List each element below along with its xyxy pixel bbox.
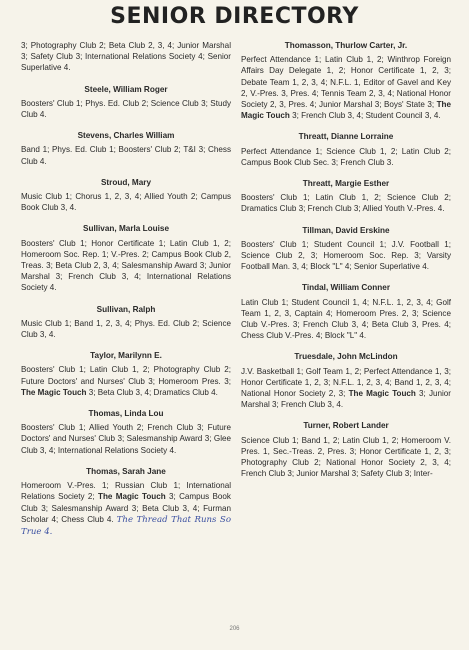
student-name: Thomas, Linda Lou	[88, 409, 164, 419]
left-column	[21, 40, 231, 548]
entry-text-part: Perfect Attendance 1; Latin Club 1, 2; Winthrop Foreign Affairs Day Delegate 1, 2; Honor Certificate 1, 2, 3; Debate Team 1, 2, 3, 4; N.F.L. 1, Editor of Gavel and Key 2, V.-Pres. 3, Pres. 4; Tennis Team 2, 3, 4; National Honor Society 2, 3, Pres. 4; Junior Marshal 3; Boys' State 3;	[241, 55, 451, 110]
student-name: Sullivan, Ralph	[96, 304, 156, 314]
entry-text: Perfect Attendance 1; Science Club 1, 2; Latin Club 2; Campus Book Club Sec. 3; French Club 3.	[241, 146, 451, 167]
student-name: Taylor, Marilynn E.	[90, 351, 162, 361]
directory-entry	[241, 40, 451, 121]
student-name: Threatt, Margie Esther	[302, 179, 390, 189]
student-name: Stroud, Mary	[100, 177, 152, 187]
entry-text: Music Club 1; Chorus 1, 2, 3, 4; Allied Youth 2; Campus Book Club 3, 4.	[21, 192, 231, 213]
entry-text-part: J.V. Basketball 1; Golf Team 1, 2; Perfect Attendance 1, 3; Honor Certificate 1, 2, 3; N.F.L. 1, 2, 3, 4; Band 1, 2, 3, 4; National Honor Society 2, 3;	[241, 366, 451, 399]
entry-text-part: 3; Junior Marshal 3; French Club 3, 4.	[241, 389, 451, 410]
directory-entry	[21, 177, 231, 214]
entry-text	[241, 366, 451, 411]
directory-entry	[241, 178, 451, 215]
directory-entry	[21, 408, 231, 456]
student-name: Turner, Robert Lander	[303, 421, 389, 431]
entry-text-part: Boosters' Club 1; Latin Club 1, 2; Photography Club 2; Future Doctors' and Nurses' Club 3; Homeroom Pres. 3;	[21, 365, 231, 386]
entry-text: Boosters' Club 1; Latin Club 1, 2; Science Club 2; Dramatics Club 3; French Club 3; Allied Youth V.-Pres. 4.	[241, 193, 451, 214]
entry-text: Music Club 1; Band 1, 2, 3, 4; Phys. Ed. Club 2; Science Club 3, 4.	[21, 318, 231, 340]
entry-text: Science Club 1; Band 1, 2; Latin Club 1, 2; Homeroom V. Pres. 1, Sec.-Treas. 2, Pres. 3; Honor Certificate 1, 2, 3; Photography Club 2; National Honor Society 2, 3, 4; French Club 3; Junior Marshal 3; Safety Club 3; Inter-	[241, 435, 451, 479]
directory-entry	[21, 130, 231, 167]
publication-title: The Magic Touch	[241, 100, 451, 121]
entry-text: Latin Club 1; Student Council 1, 4; N.F.L. 1, 2, 3, 4; Golf Team 1, 2, 3, Captain 4; Homeroom Pres. 2, 3; Science Club V.-Pres. 3; French Club 3, 4; Beta Club 3, Pres. 4; Chess Club V.-Pres. 4; Block "L" 4.	[241, 297, 451, 341]
entry-text	[21, 364, 231, 398]
student-name: Thomas, Sarah Jane	[86, 466, 166, 476]
student-name: Stevens, Charles William	[77, 131, 175, 141]
directory-entry	[21, 304, 231, 341]
student-name: Thomasson, Thurlow Carter, Jr.	[284, 41, 408, 50]
entry-text	[241, 54, 451, 121]
student-name: Sullivan, Marla Louise	[83, 224, 169, 234]
page-number: 206	[229, 626, 240, 632]
entry-text: Boosters' Club 1; Honor Certificate 1; Latin Club 1, 2; Homeroom Soc. Rep. 1; V.-Pres. 2; Campus Book Club 2, Treas. 3; Beta Club 2, 3, 4; Salesmanship Award 3; Junior Marshal 3; French Club 3, 4; International Relations Society 4.	[21, 238, 231, 293]
publication-title: The Magic Touch	[348, 389, 416, 399]
page-title: SENIOR DIRECTORY	[110, 4, 359, 29]
entry-text: 3; Photography Club 2; Beta Club 2, 3, 4; Junior Marshal 3; Safety Club 3; International Relations Society 4; Senior Superlative 4.	[21, 41, 231, 73]
directory-entry	[241, 131, 451, 168]
entry-text: Boosters' Club 1; Allied Youth 2; French Club 3; Future Doctors' and Nurses' Club 3; Salesmanship Award 3; Glee Club 3, 4; International Relations Society 4.	[21, 423, 231, 455]
directory-entry	[21, 350, 231, 398]
entry-text-part: Homeroom V.-Pres. 1; Russian Club 1; International Relations Society 2;	[21, 481, 231, 502]
directory-entry	[241, 351, 451, 410]
student-name: Threatt, Dianne Lorraine	[298, 132, 394, 142]
entry-text-part: 3; Campus Book Club 3; Salesmanship Award 3; Beta Club 3, 4; Furman Scholar 4; Chess Club 4.	[21, 492, 231, 524]
entry-text	[21, 480, 231, 538]
handwritten-note: The Thread That Runs So True 4.	[21, 514, 231, 537]
directory-entry	[241, 420, 451, 479]
entry-text: Boosters' Club 1; Student Council 1; J.V. Football 1; Science Club 2, 3; Homeroom Soc. Rep. 3; Varsity Football Man. 3, 4; Block "L" 4; Senior Superlative 4.	[241, 239, 451, 272]
entry-text: Band 1; Phys. Ed. Club 1; Boosters' Club 2; T&I 3; Chess Club 4.	[21, 145, 231, 166]
continued-entry	[21, 40, 231, 74]
directory-entry	[241, 282, 451, 341]
student-name: Truesdale, John McLindon	[294, 352, 398, 362]
right-column	[241, 40, 451, 490]
directory-entry	[21, 84, 231, 121]
directory-entry	[21, 223, 231, 293]
publication-title: The Magic Touch	[98, 492, 166, 502]
publication-title: The Magic Touch	[21, 387, 87, 397]
student-name: Tindal, William Conner	[301, 283, 391, 293]
directory-entry	[21, 466, 231, 538]
student-name: Steele, William Roger	[84, 84, 168, 94]
entry-text-part: 3; French Club 3, 4; Student Council 3, 4.	[292, 111, 441, 121]
student-name: Tillman, David Erskine	[302, 225, 390, 235]
entry-text-part: 3; Beta Club 3, 4; Dramatics Club 4.	[88, 387, 218, 397]
entry-text: Boosters' Club 1; Phys. Ed. Club 2; Science Club 3; Study Club 4.	[21, 98, 231, 120]
directory-entry	[241, 225, 451, 273]
